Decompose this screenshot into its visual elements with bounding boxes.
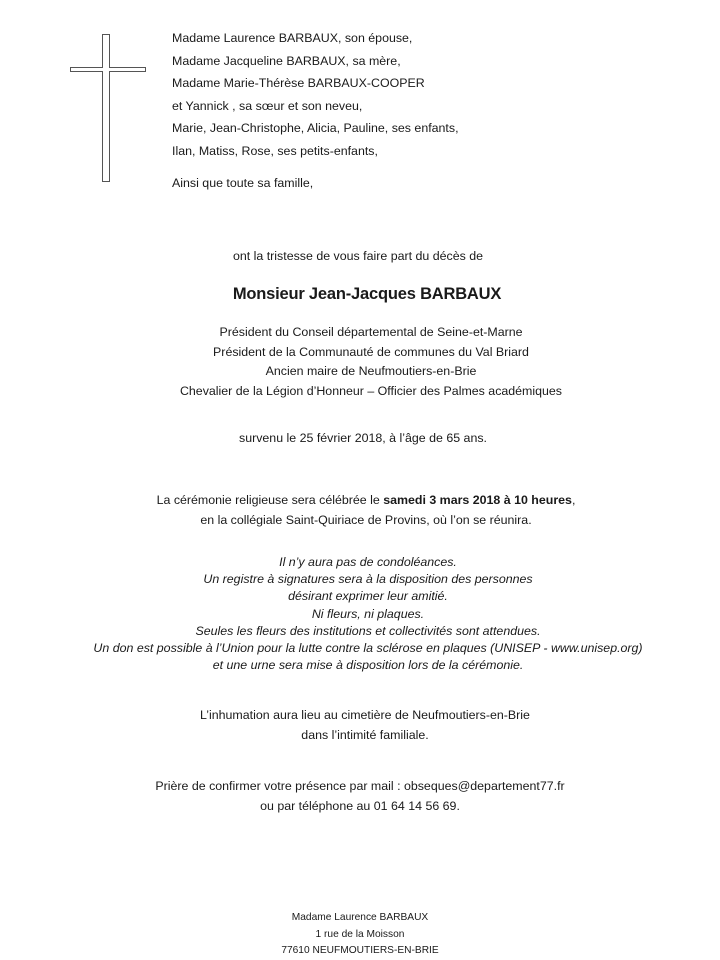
note-line: Un registre à signatures sera à la disposition des personnes xyxy=(203,572,533,587)
title-line: Président du Conseil départemental de Seine-et-Marne xyxy=(219,325,523,339)
sender-address xyxy=(0,910,720,960)
note-line: Seules les fleurs des institutions et collectivités sont attendues. xyxy=(195,623,541,638)
family-list xyxy=(172,27,459,195)
ceremony-date: samedi 3 mars 2018 à 10 heures xyxy=(383,493,572,507)
deceased-titles xyxy=(11,323,720,401)
note-line: Un don est possible à l’Union pour la lutte contre la sclérose en plaques (UNISEP - www.unisep.org) xyxy=(93,641,643,656)
address-line: Madame Laurence BARBAUX xyxy=(291,912,429,923)
confirmation-request xyxy=(0,777,720,816)
ceremony-details xyxy=(6,490,720,530)
title-line: Ancien maire de Neufmoutiers-en-Brie xyxy=(265,364,477,378)
burial-line: dans l’intimité familiale. xyxy=(301,727,429,742)
address-line: 77610 NEUFMOUTIERS-EN-BRIE xyxy=(281,945,439,956)
cross-icon xyxy=(70,34,146,182)
ceremony-line-1 xyxy=(6,490,720,510)
burial-line: L’inhumation aura lieu au cimetière de Neufmoutiers-en-Brie xyxy=(200,708,530,722)
announcement-text xyxy=(0,249,718,263)
family-member: Ilan, Matiss, Rose, ses petits-enfants, xyxy=(172,143,378,158)
deceased-name xyxy=(7,285,720,304)
note-line: et une urne sera mise à disposition lors de la cérémonie. xyxy=(212,658,524,673)
title-line: Président de la Communauté de communes du Val Briard xyxy=(213,344,529,359)
family-member: Madame Jacqueline BARBAUX, sa mère, xyxy=(172,53,401,68)
family-member: Madame Laurence BARBAUX, son épouse, xyxy=(172,31,413,45)
burial-details xyxy=(5,706,720,745)
note-line: désirant exprimer leur amitié. xyxy=(288,589,448,604)
ceremony-line-2: en la collégiale Saint-Quiriace de Provins, où l’on se réunira. xyxy=(200,513,532,527)
family-member: Madame Marie-Thérèse BARBAUX-COOPER xyxy=(172,76,425,90)
death-notice xyxy=(3,431,720,445)
family-closing: Ainsi que toute sa famille, xyxy=(172,176,314,190)
confirmation-line: Prière de confirmer votre présence par mail : obseques@departement77.fr xyxy=(155,779,565,793)
announcement-line: ont la tristesse de vous faire part du décès de xyxy=(232,249,484,263)
family-member: et Yannick , sa sœur et son neveu, xyxy=(172,98,363,113)
ceremony-suffix: , xyxy=(571,493,576,507)
address-line: 1 rue de la Moisson xyxy=(315,928,405,940)
family-gap xyxy=(172,162,459,172)
death-notice-text: survenu le 25 février 2018, à l’âge de 65 ans. xyxy=(239,431,487,445)
ceremony-prefix: La cérémonie religieuse sera célébrée le xyxy=(156,493,384,507)
note-line: Il n’y aura pas de condoléances. xyxy=(279,555,457,569)
title-line: Chevalier de la Légion d’Honneur – Officier des Palmes académiques xyxy=(179,383,563,398)
confirmation-line: ou par téléphone au 01 64 14 56 69. xyxy=(260,798,460,813)
family-member: Marie, Jean-Christophe, Alicia, Pauline, ses enfants, xyxy=(172,121,459,135)
deceased-name-text: Monsieur Jean-Jacques BARBAUX xyxy=(232,285,502,303)
notes-section xyxy=(8,554,720,674)
note-line: Ni fleurs, ni plaques. xyxy=(311,606,425,621)
